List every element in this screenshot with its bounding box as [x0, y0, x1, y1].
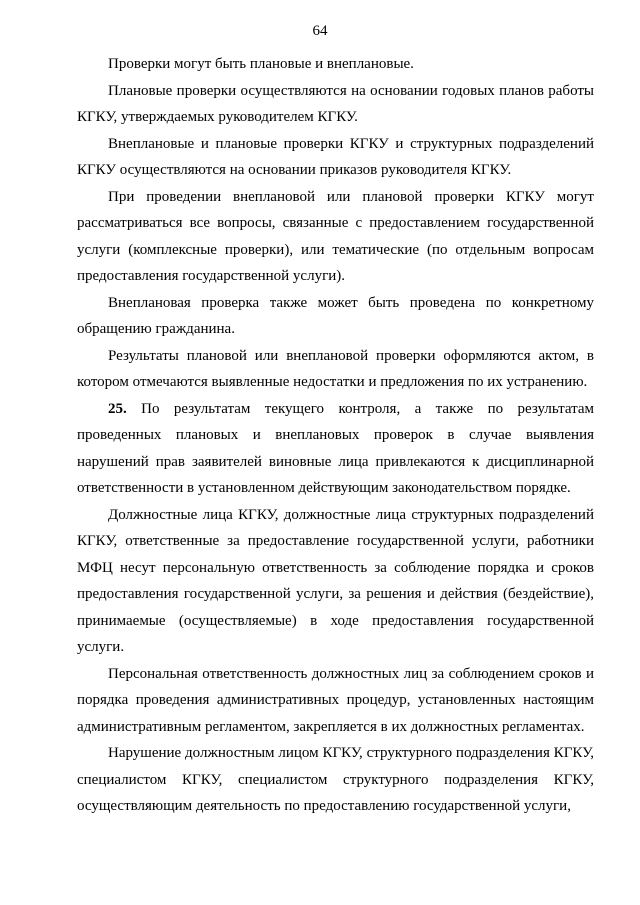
- paragraph-number: 25.: [108, 400, 127, 417]
- page-number: 64: [312, 23, 328, 39]
- paragraph: Нарушение должностным лицом КГКУ, структурного подразделения КГКУ, специалистом КГКУ, специалистом структурного подразделения КГКУ, осуществляющим деятельность по предоставлению государственной услуги,: [77, 745, 594, 814]
- paragraph: Персональная ответственность должностных лиц за соблюдением сроков и порядка проведения административных процедур, установленных настоящим административным регламентом, закрепляется в их должностных регламентах.: [77, 665, 594, 735]
- paragraph: Плановые проверки осуществляются на основании годовых планов работы КГКУ, утверждаемых руководителем КГКУ.: [77, 82, 594, 125]
- paragraph: Должностные лица КГКУ, должностные лица структурных подразделений КГКУ, ответственные за предоставление государственной услуги, работники МФЦ несут персональную ответственность за соблюдение порядка и сроков предоставления государственной услуги, за решения и действия (бездействие), принимаемые (осуществляемые) в ходе предоставления государственной услуги.: [77, 506, 594, 655]
- paragraph: Внеплановые и плановые проверки КГКУ и структурных подразделений КГКУ осуществляются на основании приказов руководителя КГКУ.: [77, 135, 594, 178]
- paragraph: Внеплановая проверка также может быть проведена по конкретному обращению гражданина.: [77, 294, 594, 337]
- numbered-paragraph: [77, 396, 594, 502]
- paragraph: Проверки могут быть плановые и внеплановые.: [108, 56, 414, 72]
- document-body: [77, 51, 594, 820]
- paragraph: При проведении внеплановой или плановой проверки КГКУ могут рассматриваться все вопросы, связанные с предоставлением государственной услуги (комплексные проверки), или тематические (по отдельным вопросам предоставления государственной услуги).: [77, 188, 594, 284]
- paragraph: Результаты плановой или внеплановой проверки оформляются актом, в котором отмечаются выявленные недостатки и предложения по их устранению.: [77, 347, 594, 390]
- paragraph-text: По результатам текущего контроля, а также по результатам проведенных плановых и внеплановых проверок в случае выявления нарушений прав заявителей виновные лица привлекаются к дисциплинарной ответственности в установленном действующим законодательством порядке.: [77, 400, 594, 496]
